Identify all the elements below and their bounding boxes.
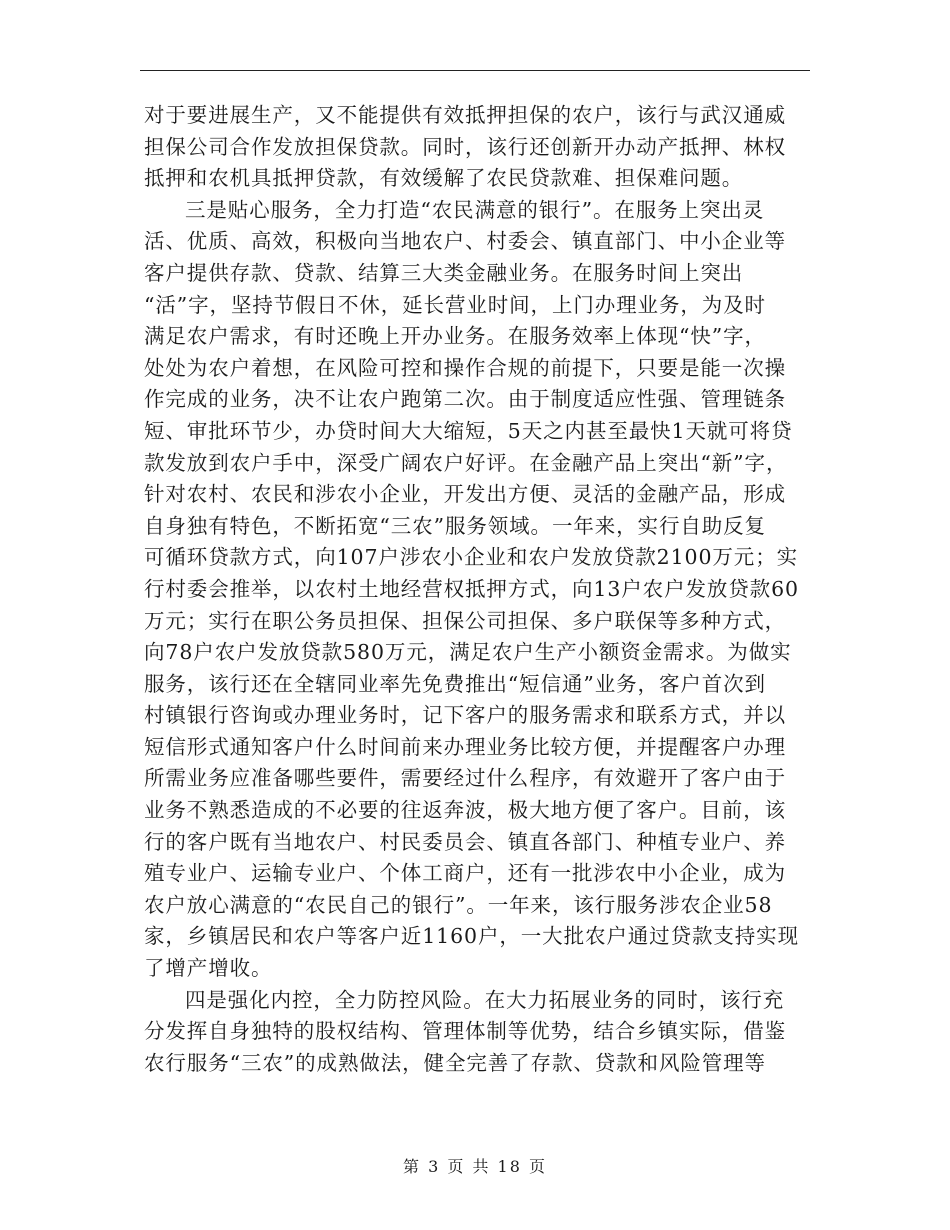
body-text-line: 对于要进展生产，又不能提供有效抵押担保的农户，该行与武汉通威 — [144, 103, 786, 127]
body-text-line: 短、审批环节少，办贷时间大大缩短，5天之内甚至最快1天就可将贷 — [144, 418, 793, 443]
body-text-line: 担保公司合作发放担保贷款。同时，该行还创新开办动产抵押、林权 — [144, 134, 786, 159]
body-text-line: 所需业务应准备哪些要件，需要经过什么程序，有效避开了客户由于 — [144, 766, 786, 791]
body-text-line: 家，乡镇居民和农户等客户近1160户，一大批农户通过贷款支持实现 — [144, 924, 799, 949]
body-text-line: 满足农户需求，有时还晚上开办业务。在服务效率上体现“快”字， — [144, 324, 766, 349]
body-text-line: 向78户农户发放贷款580万元，满足农户生产小额资金需求。为做实 — [144, 640, 792, 665]
body-text-line: 行村委会推举，以农村土地经营权抵押方式，向13户农户发放贷款60 — [144, 576, 799, 601]
body-text-line: 业务不熟悉造成的不必要的往返奔波，极大地方便了客户。目前，该 — [144, 798, 786, 823]
body-text-line: 客户提供存款、贷款、结算三大类金融业务。在服务时间上突出 — [144, 260, 744, 285]
body-text-line: 村镇银行咨询或办理业务时，记下客户的服务需求和联系方式，并以 — [144, 703, 786, 728]
body-text-line: 分发挥自身独特的股权结构、管理体制等优势，结合乡镇实际，借鉴 — [144, 1019, 786, 1044]
body-text-line: 抵押和农机具抵押贷款，有效缓解了农民贷款难、担保难问题。 — [144, 166, 744, 191]
body-text-line: 殖专业户、运输专业户、个体工商户，还有一批涉农中小企业，成为 — [144, 861, 786, 886]
header-rule — [140, 70, 810, 71]
page-footer: 第 3 页 共 18 页 — [403, 1157, 547, 1176]
body-text-line: 行的客户既有当地农户、村民委员会、镇直各部门、种植专业户、养 — [144, 829, 786, 854]
body-text-line: 了增产增收。 — [144, 956, 273, 981]
body-text-line: 款发放到农户手中，深受广阔农户好评。在金融产品上突出“新”字， — [144, 450, 788, 475]
body-text-line: 处处为农户着想，在风险可控和操作合规的前提下，只要是能一次操 — [144, 355, 786, 380]
body-text-line: 作完成的业务，决不让农户跑第二次。由于制度适应性强、管理链条 — [144, 387, 786, 412]
body-text-line: 农行服务“三农”的成熟做法，健全完善了存款、贷款和风险管理等 — [144, 1050, 766, 1075]
body-text-line: 自身独有特色，不断拓宽“三农”服务领域。一年来，实行自助反复 — [144, 513, 766, 538]
body-text-line: 万元；实行在职公务员担保、担保公司担保、多户联保等多种方式， — [144, 608, 786, 633]
body-text-line: 活、优质、高效，积极向当地农户、村委会、镇直部门、中小企业等 — [144, 229, 786, 254]
body-text-line: 针对农村、农民和涉农小企业，开发出方便、灵活的金融产品，形成 — [144, 482, 786, 507]
body-text-line: 可循环贷款方式，向107户涉农小企业和农户发放贷款2100万元；实 — [144, 545, 798, 570]
body-text-line: 四是强化内控，全力防控风险。在大力拓展业务的同时，该行充 — [185, 987, 785, 1012]
body-text-line: 短信形式通知客户什么时间前来办理业务比较方便，并提醒客户办理 — [144, 734, 786, 759]
body-text-line: 农户放心满意的“农民自己的银行”。一年来，该行服务涉农企业58 — [144, 892, 773, 917]
document-body — [144, 100, 810, 1079]
body-text-line: 三是贴心服务，全力打造“农民满意的银行”。在服务上突出灵 — [185, 197, 765, 222]
body-text-line: “活”字，坚持节假日不休，延长营业时间，上门办理业务，为及时 — [144, 292, 766, 317]
body-text-line: 服务，该行还在全辖同业率先免费推出“短信通”业务，客户首次到 — [144, 671, 766, 696]
